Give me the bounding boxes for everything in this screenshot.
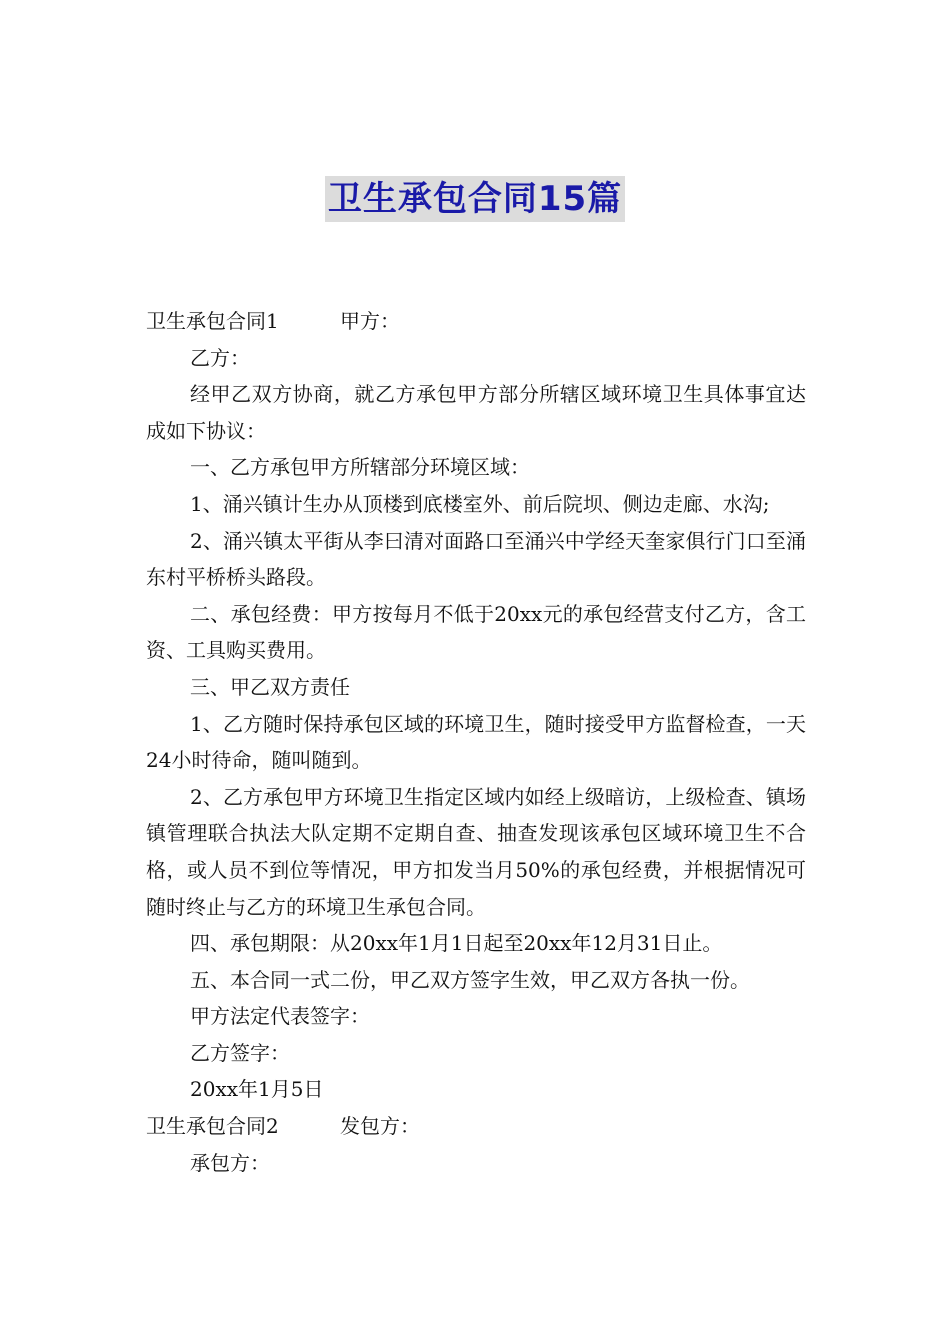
- document-body: [146, 303, 806, 1181]
- contract2-heading: 卫生承包合同2: [146, 1114, 279, 1139]
- contract1-section3-item1: 1、乙方随时保持承包区域的环境卫生，随时接受甲方监督检查，一天24小时待命，随叫随到。: [146, 711, 806, 773]
- contract1-section5: 五、本合同一式二份，甲乙双方签字生效，甲乙双方各执一份。: [190, 967, 750, 992]
- contract1-signature-b: 乙方签字：: [190, 1040, 290, 1065]
- contract1-intro: 经甲乙双方协商，就乙方承包甲方部分所辖区域环境卫生具体事宜达成如下协议：: [146, 382, 806, 443]
- contract1-signature-a: 甲方法定代表签字：: [190, 1004, 370, 1029]
- contract1-section1-item2: 2、涌兴镇太平街从李曰清对面路口至涌兴中学经天奎家俱行门口至涌东村平桥桥头路段。: [146, 528, 806, 590]
- contract1-date: 20xx年1月5日: [190, 1077, 324, 1102]
- contract1-party-b: 乙方：: [190, 345, 250, 370]
- document-title: 卫生承包合同15篇: [325, 176, 625, 222]
- contract1-section3-item2: 2、乙方承包甲方环境卫生指定区域内如经上级暗访，上级检查、镇场镇管理联合执法大队定期不定期自查、抽查发现该承包区域环境卫生不合格，或人员不到位等情况，甲方扣发当月50%的承包经费，并根据情况可随时终止与乙方的环境卫生承包合同。: [146, 784, 806, 919]
- title-container: [0, 176, 950, 222]
- contract1-section3-title: 三、甲乙双方责任: [190, 674, 350, 699]
- contract2-header-line: [146, 1108, 806, 1145]
- contract1-heading: 卫生承包合同1: [146, 309, 279, 333]
- contract1-section4: 四、承包期限：从20xx年1月1日起至20xx年12月31日止。: [190, 931, 723, 956]
- contract2-party-b: 承包方：: [190, 1150, 270, 1175]
- contract1-section2: 二、承包经费：甲方按每月不低于20xx元的承包经营支付乙方，含工资、工具购买费用。: [146, 601, 806, 663]
- contract1-section1-item1: 1、涌兴镇计生办从顶楼到底楼室外、前后院坝、侧边走廊、水沟;: [190, 491, 770, 516]
- contract1-header-line: [146, 303, 806, 340]
- contract1-section1-title: 一、乙方承包甲方所辖部分环境区域：: [190, 455, 530, 480]
- contract2-party-a: 发包方：: [340, 1114, 420, 1139]
- contract1-party-a: 甲方：: [340, 309, 400, 333]
